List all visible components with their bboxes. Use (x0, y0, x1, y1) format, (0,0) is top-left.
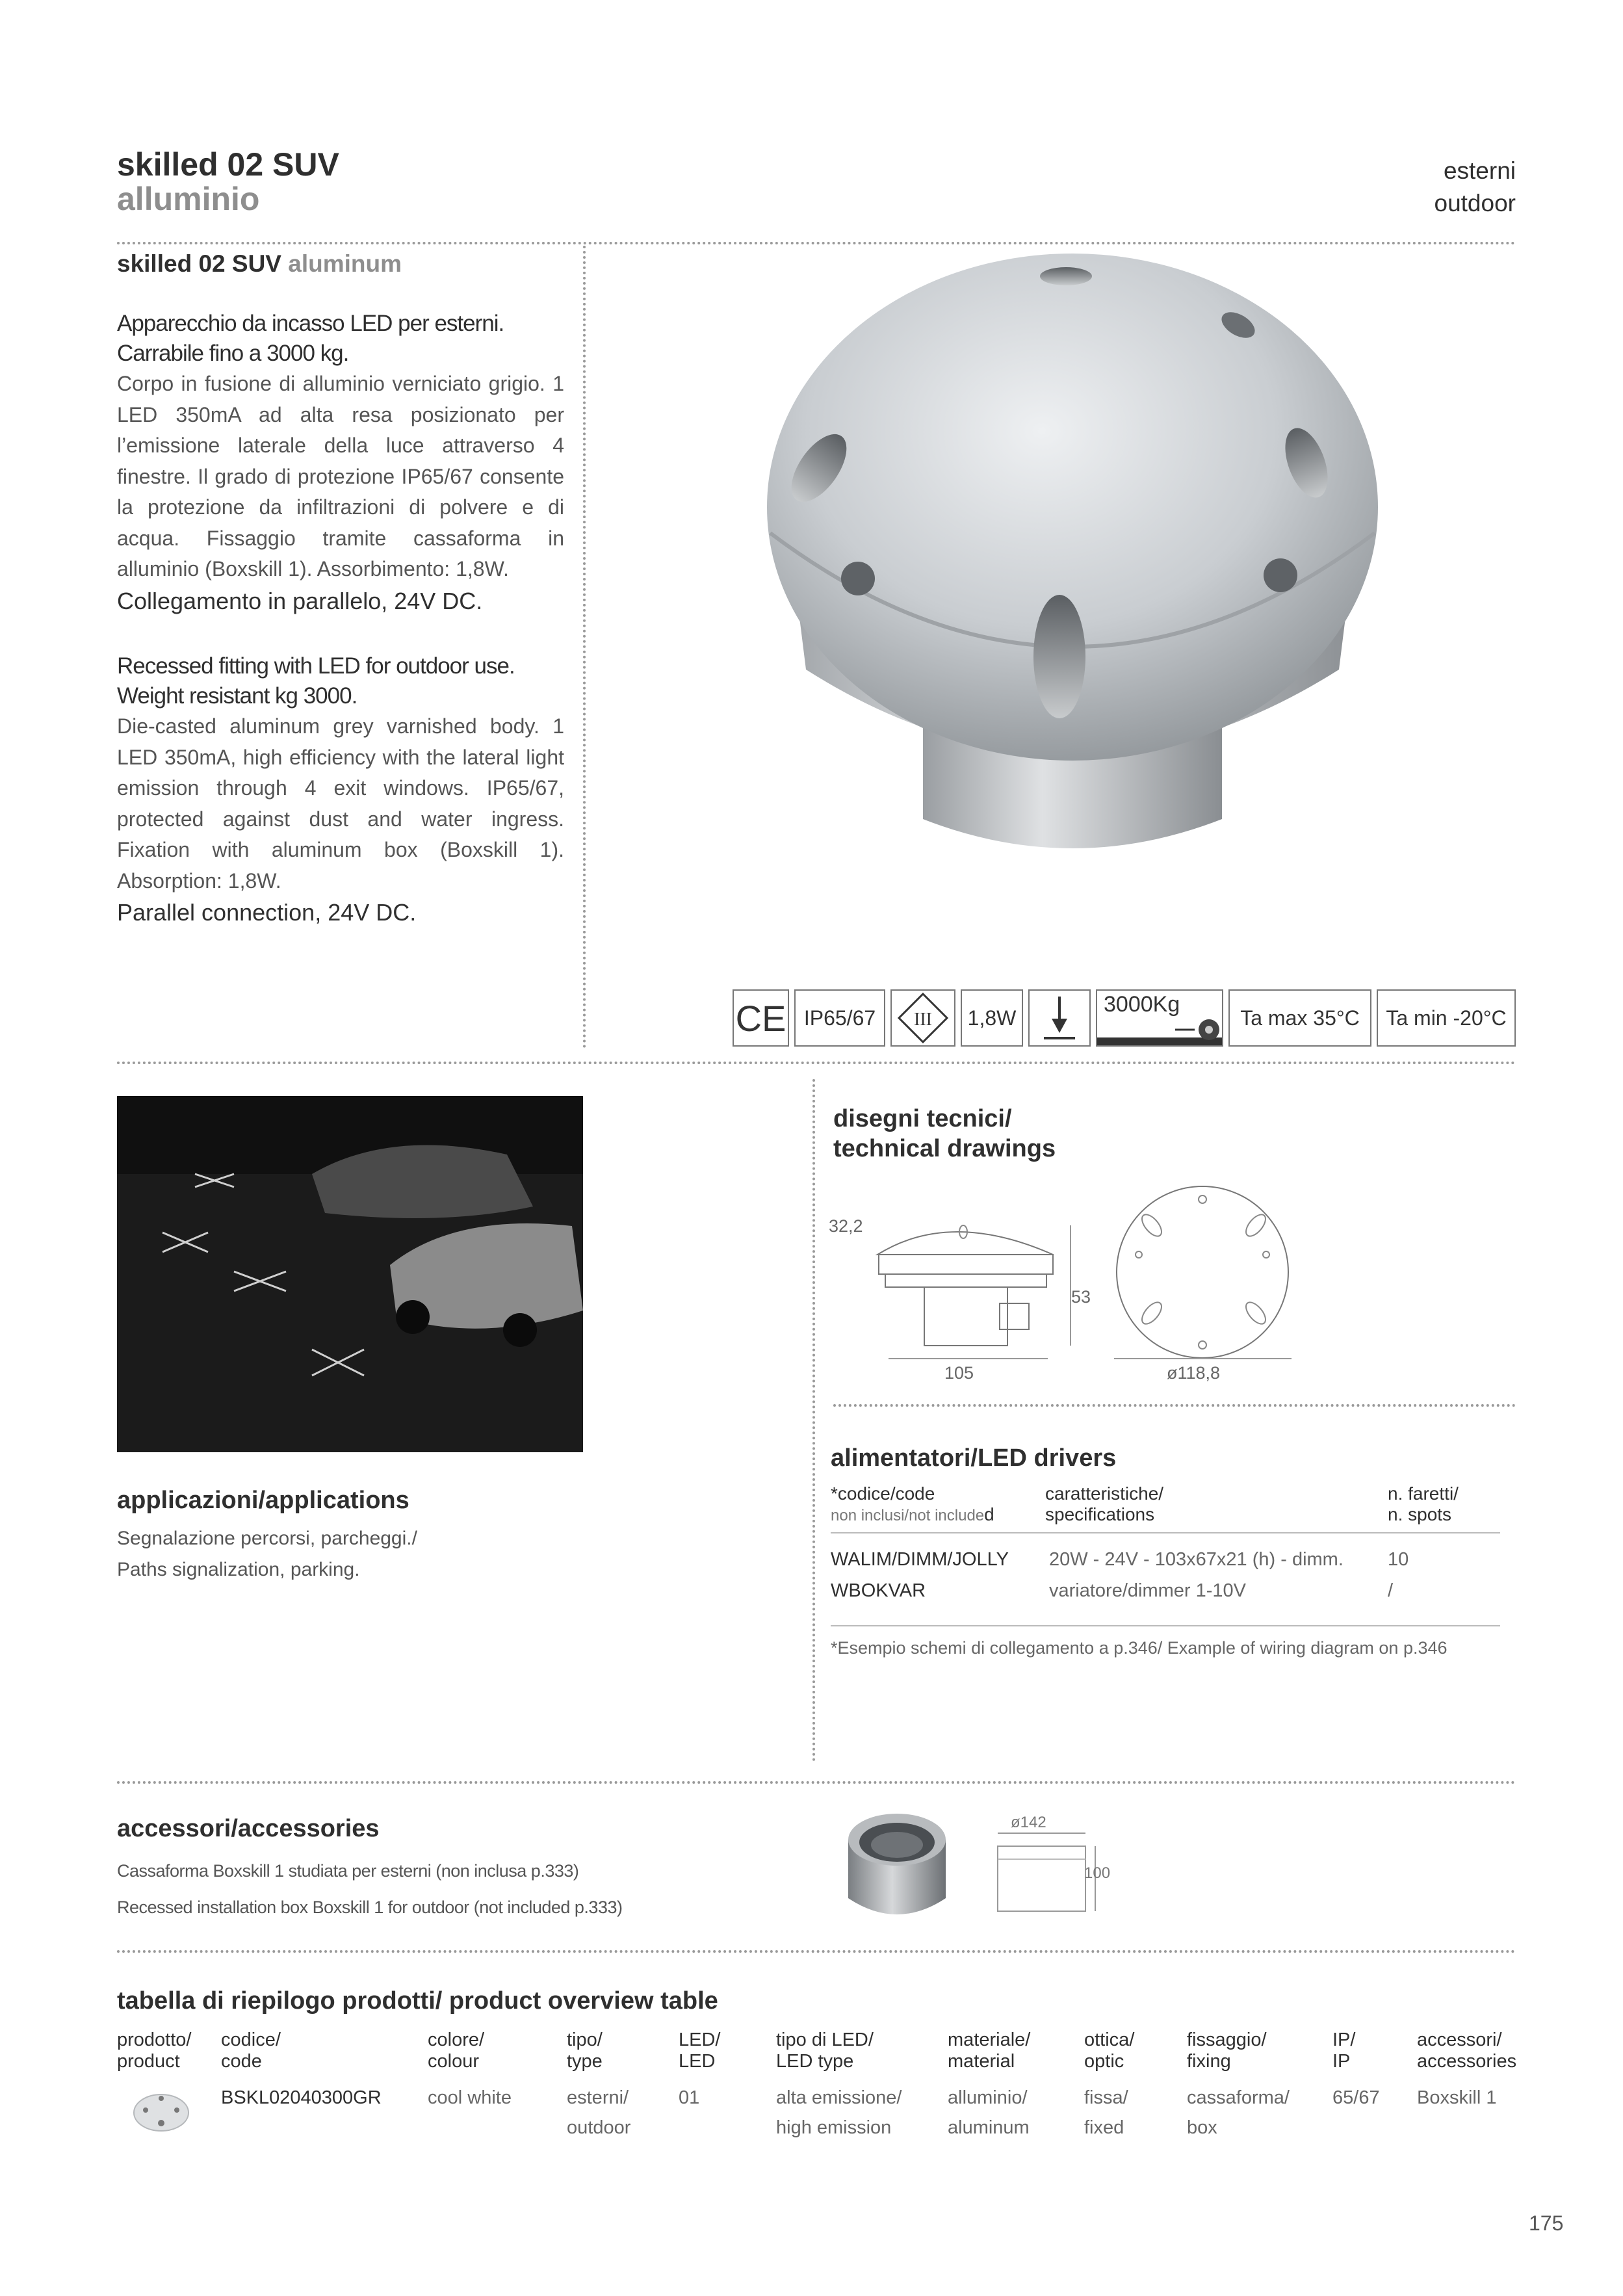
col-fixing (1187, 2029, 1267, 2072)
it-lead-2: Carrabile fino a 3000 kg. (117, 341, 349, 366)
product-name (117, 250, 402, 278)
driver-row (831, 1580, 1507, 1611)
col-colour (428, 2029, 484, 2072)
col-label-it: accessori/ (1417, 2029, 1502, 2050)
arrow-down-icon (1040, 993, 1079, 1043)
en-connection: Parallel connection, 24V DC. (117, 899, 417, 926)
drivers-col-spec-it: caratteristiche/ (1045, 1483, 1164, 1504)
col-label-it: tipo/ (567, 2029, 603, 2050)
technical-drawing (833, 1173, 1314, 1388)
row-optic-it: fissa/ (1084, 2087, 1128, 2108)
drivers-col-code (831, 1483, 994, 1526)
recessed-arrow-icon (1028, 989, 1091, 1047)
col-label-en: product (117, 2051, 180, 2072)
load-value: 3000Kg (1104, 992, 1180, 1017)
col-code (221, 2029, 281, 2072)
col-label-en: optic (1084, 2051, 1124, 2072)
drawings-divider (833, 1404, 1516, 1407)
power-rating: 1,8W (961, 989, 1023, 1047)
driver-spec: variatore/dimmer 1-10V (1049, 1580, 1246, 1601)
accessory-dim-height: 100 (1084, 1864, 1111, 1882)
col-label-en: code (221, 2051, 262, 2072)
col-material (948, 2029, 1030, 2072)
drivers-note: *Esempio schemi di collegamento a p.346/ Example of wiring diagram on p.346 (831, 1638, 1448, 1658)
row-accessories: Boxskill 1 (1417, 2087, 1497, 2108)
col-label-it: prodotto/ (117, 2029, 192, 2050)
applications-line-1: Segnalazione percorsi, parcheggi./ (117, 1528, 417, 1549)
column-divider-2 (812, 1079, 815, 1762)
driver-spec: 20W - 24V - 103x67x21 (h) - dimm. (1049, 1549, 1344, 1570)
row-material-it: alluminio/ (948, 2087, 1028, 2108)
col-label-en: LED (679, 2051, 716, 2072)
row-type (567, 2083, 630, 2143)
accessories-text (117, 1853, 622, 1925)
drivers-rows (831, 1549, 1507, 1611)
page-number: 175 (1529, 2211, 1564, 2235)
col-label-en: type (567, 2051, 603, 2072)
row-ip: 65/67 (1332, 2087, 1380, 2108)
row-led: 01 (679, 2087, 700, 2108)
accessory-dim-diameter: ø142 (1011, 1814, 1046, 1831)
header-divider (117, 242, 1516, 244)
driver-spots: / (1388, 1580, 1394, 1601)
row-fixing-it: cassaforma/ (1187, 2087, 1290, 2108)
dim-width: 105 (944, 1363, 974, 1383)
row-code: BSKL02040300GR (221, 2087, 382, 2108)
description-it (117, 309, 564, 618)
col-label-en: IP (1332, 2051, 1351, 2072)
col-ip (1332, 2029, 1355, 2072)
class-iii-icon (890, 989, 955, 1047)
accessory-box-photo (832, 1801, 962, 1931)
section-divider-2 (117, 1781, 1516, 1784)
row-colour: cool white (428, 2087, 512, 2108)
col-label-en: material (948, 2051, 1015, 2072)
accessories-line-2: Recessed installation box Boxskill 1 for outdoor (not included p.333) (117, 1898, 623, 1917)
wheel-icon (1097, 1018, 1222, 1045)
applications-line-2: Paths signalization, parking. (117, 1559, 360, 1580)
description-en (117, 651, 564, 929)
category-it: esterni (1443, 157, 1516, 184)
col-label-en: LED type (776, 2051, 854, 2072)
overview-table (0, 2029, 1623, 2159)
product-material: aluminum (288, 250, 402, 277)
class-label: III (914, 1010, 932, 1030)
ta-max: Ta max 35°C (1228, 989, 1371, 1047)
col-label-it: colore/ (428, 2029, 485, 2050)
driver-code: WALIM/DIMM/JOLLY (831, 1549, 1009, 1570)
page-subtitle-material: alluminio (117, 181, 260, 217)
col-label-it: ottica/ (1084, 2029, 1135, 2050)
product-photo (682, 254, 1462, 878)
category-label (1435, 155, 1516, 220)
col-label-it: LED/ (679, 2029, 721, 2050)
ce-mark: CE (733, 989, 789, 1047)
applications-text (117, 1523, 417, 1585)
row-led-type-en: high emission (776, 2117, 892, 2138)
col-accessories (1417, 2029, 1516, 2072)
en-body: Die-casted aluminum grey varnished body. 1 LED 350mA, high efficiency with the lateral light emission through 4 exit windows. IP65/67, protected against dust and water ingress. Fixation with aluminum box (Boxskill 1). Absorption: 1,8W. (117, 714, 564, 893)
section-divider-1 (117, 1062, 1516, 1064)
load-rating (1096, 989, 1223, 1047)
drivers-col-code-note (831, 1504, 994, 1526)
row-type-en: outdoor (567, 2117, 631, 2138)
dim-diameter: ø118,8 (1167, 1363, 1221, 1383)
col-label-it: materiale/ (948, 2029, 1031, 2050)
col-label-it: tipo di LED/ (776, 2029, 874, 2050)
en-lead-1: Recessed fitting with LED for outdoor use. (117, 653, 515, 679)
drawings-heading-it: disegni tecnici/ (833, 1105, 1012, 1132)
drivers-header-rule (831, 1532, 1500, 1533)
drawings-heading-en: technical drawings (833, 1135, 1056, 1162)
it-body: Corpo in fusione di alluminio verniciato grigio. 1 LED 350mA ad alta resa posizionato per l’emissione laterale della luce attraverso 4 finestre. Il grado di protezione IP65/67 consente la protezione da infiltrazioni di polvere e di acqua. Fissaggio tramite cassaforma in alluminio (Boxskill 1). Assorbimento: 1,8W. (117, 372, 564, 581)
col-label-it: IP/ (1332, 2029, 1356, 2050)
drivers-footer-rule (831, 1625, 1500, 1626)
drivers-heading: alimentatori/LED drivers (831, 1444, 1117, 1472)
en-lead-2: Weight resistant kg 3000. (117, 683, 357, 709)
col-type (567, 2029, 603, 2072)
applications-heading: applicazioni/applications (117, 1487, 409, 1514)
accessories-heading: accessori/accessories (117, 1815, 380, 1842)
driver-row (831, 1549, 1507, 1580)
drawings-heading (833, 1104, 1056, 1164)
drivers-col-code-note-a: non inclusi/not include (831, 1507, 985, 1524)
row-type-it: esterni/ (567, 2087, 629, 2108)
accessories-line-1: Cassaforma Boxskill 1 studiata per esterni (non inclusa p.333) (117, 1861, 579, 1881)
row-material-en: aluminum (948, 2117, 1030, 2138)
diamond-icon (896, 991, 950, 1045)
col-product (117, 2029, 191, 2072)
dim-height: 53 (1071, 1287, 1091, 1307)
product-name-text: skilled 02 SUV (117, 250, 281, 277)
column-divider (583, 246, 586, 1049)
it-lead-1: Apparecchio da incasso LED per esterni. (117, 311, 504, 336)
drivers-col-code-note-b: d (984, 1504, 994, 1524)
section-divider-3 (117, 1950, 1516, 1953)
row-optic-en: fixed (1084, 2117, 1124, 2138)
drivers-col-spots-it: n. faretti/ (1388, 1483, 1459, 1504)
col-label-en: fixing (1187, 2051, 1231, 2072)
drivers-col-code-label: *codice/code (831, 1483, 935, 1504)
row-fixing-en: box (1187, 2117, 1217, 2138)
drivers-col-spec-en: specifications (1045, 1504, 1155, 1524)
driver-code: WBOKVAR (831, 1580, 926, 1601)
row-led-type (776, 2083, 902, 2143)
product-thumbnail (131, 2091, 191, 2132)
application-photo (117, 1096, 583, 1452)
row-optic (1084, 2083, 1128, 2143)
drivers-col-spots-en: n. spots (1388, 1504, 1452, 1524)
dim-top: 32,2 (829, 1216, 863, 1236)
row-material (948, 2083, 1030, 2143)
it-connection: Collegamento in parallelo, 24V DC. (117, 587, 483, 614)
driver-spots: 10 (1388, 1549, 1409, 1570)
col-led-type (776, 2029, 874, 2072)
ip-rating: IP65/67 (794, 989, 885, 1047)
col-label-it: codice/ (221, 2029, 281, 2050)
col-led (679, 2029, 720, 2072)
page-title: skilled 02 SUV (117, 146, 339, 183)
row-fixing (1187, 2083, 1290, 2143)
col-label-en: accessories (1417, 2051, 1517, 2072)
category-en: outdoor (1434, 190, 1516, 216)
overview-heading: tabella di riepilogo prodotti/ product overview table (117, 1987, 718, 2015)
ta-min: Ta min -20°C (1377, 989, 1516, 1047)
drivers-col-spec (1045, 1483, 1163, 1525)
col-label-en: colour (428, 2051, 479, 2072)
row-led-type-it: alta emissione/ (776, 2087, 902, 2108)
col-optic (1084, 2029, 1134, 2072)
drivers-col-spots (1388, 1483, 1459, 1525)
col-label-it: fissaggio/ (1187, 2029, 1267, 2050)
